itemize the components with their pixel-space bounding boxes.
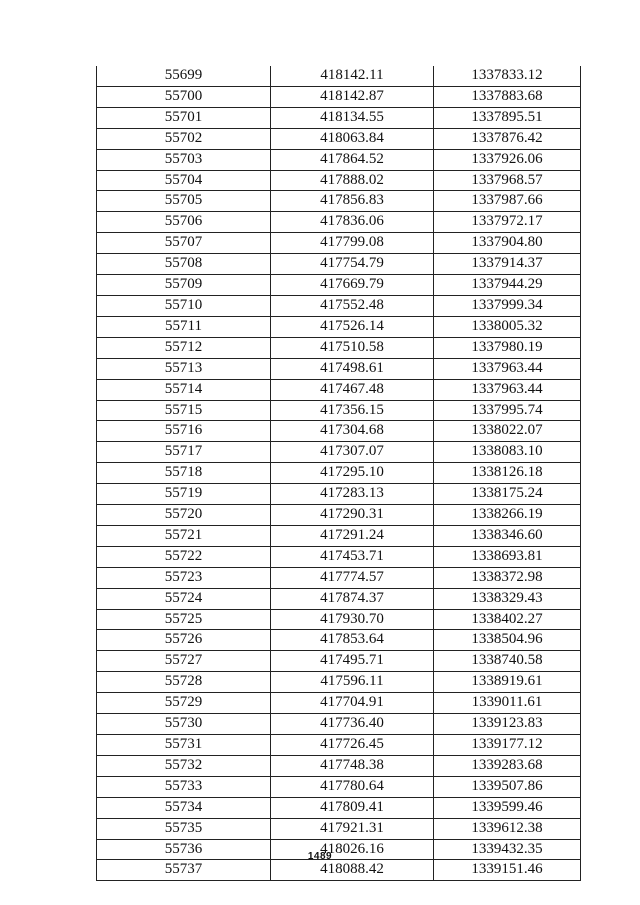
easting-cell: 417799.08 <box>271 233 434 254</box>
northing-cell: 1339612.38 <box>434 818 581 839</box>
point-id-cell: 55712 <box>97 337 271 358</box>
table-row <box>97 86 581 107</box>
point-id-cell: 55716 <box>97 421 271 442</box>
easting-cell: 417596.11 <box>271 672 434 693</box>
table-row <box>97 191 581 212</box>
table-row <box>97 212 581 233</box>
point-id-cell: 55724 <box>97 588 271 609</box>
easting-cell: 417754.79 <box>271 254 434 275</box>
northing-cell: 1339011.61 <box>434 693 581 714</box>
northing-cell: 1337904.80 <box>434 233 581 254</box>
point-id-cell: 55720 <box>97 505 271 526</box>
northing-cell: 1337876.42 <box>434 128 581 149</box>
northing-cell: 1337833.12 <box>434 66 581 86</box>
table-row <box>97 797 581 818</box>
northing-cell: 1338372.98 <box>434 567 581 588</box>
point-id-cell: 55728 <box>97 672 271 693</box>
point-id-cell: 55704 <box>97 170 271 191</box>
easting-cell: 417283.13 <box>271 484 434 505</box>
point-id-cell: 55736 <box>97 839 271 860</box>
table-row <box>97 400 581 421</box>
point-id-cell: 55722 <box>97 546 271 567</box>
table-row <box>97 546 581 567</box>
northing-cell: 1339599.46 <box>434 797 581 818</box>
easting-cell: 417774.57 <box>271 567 434 588</box>
point-id-cell: 55706 <box>97 212 271 233</box>
northing-cell: 1337963.44 <box>434 379 581 400</box>
table-row <box>97 463 581 484</box>
easting-cell: 417552.48 <box>271 295 434 316</box>
northing-cell: 1338126.18 <box>434 463 581 484</box>
easting-cell: 417307.07 <box>271 442 434 463</box>
table-row <box>97 170 581 191</box>
easting-cell: 417290.31 <box>271 505 434 526</box>
point-id-cell: 55723 <box>97 567 271 588</box>
coordinates-table-body <box>97 66 581 881</box>
northing-cell: 1337968.57 <box>434 170 581 191</box>
easting-cell: 417356.15 <box>271 400 434 421</box>
easting-cell: 417856.83 <box>271 191 434 212</box>
point-id-cell: 55702 <box>97 128 271 149</box>
point-id-cell: 55699 <box>97 66 271 86</box>
easting-cell: 418088.42 <box>271 860 434 881</box>
easting-cell: 418142.11 <box>271 66 434 86</box>
point-id-cell: 55714 <box>97 379 271 400</box>
point-id-cell: 55711 <box>97 316 271 337</box>
easting-cell: 417888.02 <box>271 170 434 191</box>
northing-cell: 1339123.83 <box>434 714 581 735</box>
table-row <box>97 860 581 881</box>
easting-cell: 418026.16 <box>271 839 434 860</box>
northing-cell: 1338402.27 <box>434 609 581 630</box>
table-row <box>97 505 581 526</box>
point-id-cell: 55707 <box>97 233 271 254</box>
northing-cell: 1338329.43 <box>434 588 581 609</box>
easting-cell: 417510.58 <box>271 337 434 358</box>
northing-cell: 1339432.35 <box>434 839 581 860</box>
easting-cell: 417874.37 <box>271 588 434 609</box>
northing-cell: 1337926.06 <box>434 149 581 170</box>
easting-cell: 418142.87 <box>271 86 434 107</box>
northing-cell: 1337944.29 <box>434 275 581 296</box>
table-row <box>97 379 581 400</box>
table-row <box>97 630 581 651</box>
point-id-cell: 55708 <box>97 254 271 275</box>
northing-cell: 1339507.86 <box>434 776 581 797</box>
northing-cell: 1339151.46 <box>434 860 581 881</box>
table-row <box>97 672 581 693</box>
point-id-cell: 55709 <box>97 275 271 296</box>
easting-cell: 417495.71 <box>271 651 434 672</box>
point-id-cell: 55735 <box>97 818 271 839</box>
point-id-cell: 55710 <box>97 295 271 316</box>
table-row <box>97 735 581 756</box>
northing-cell: 1338005.32 <box>434 316 581 337</box>
northing-cell: 1337972.17 <box>434 212 581 233</box>
northing-cell: 1337883.68 <box>434 86 581 107</box>
point-id-cell: 55737 <box>97 860 271 881</box>
point-id-cell: 55733 <box>97 776 271 797</box>
northing-cell: 1337987.66 <box>434 191 581 212</box>
table-row <box>97 337 581 358</box>
table-row <box>97 421 581 442</box>
point-id-cell: 55727 <box>97 651 271 672</box>
table-row <box>97 755 581 776</box>
easting-cell: 417736.40 <box>271 714 434 735</box>
point-id-cell: 55719 <box>97 484 271 505</box>
table-row <box>97 714 581 735</box>
table-row <box>97 275 581 296</box>
easting-cell: 417809.41 <box>271 797 434 818</box>
easting-cell: 417836.06 <box>271 212 434 233</box>
easting-cell: 417498.61 <box>271 358 434 379</box>
point-id-cell: 55718 <box>97 463 271 484</box>
table-row <box>97 316 581 337</box>
easting-cell: 417669.79 <box>271 275 434 296</box>
northing-cell: 1338693.81 <box>434 546 581 567</box>
northing-cell: 1338083.10 <box>434 442 581 463</box>
table-row <box>97 128 581 149</box>
easting-cell: 417853.64 <box>271 630 434 651</box>
easting-cell: 417864.52 <box>271 149 434 170</box>
easting-cell: 418063.84 <box>271 128 434 149</box>
northing-cell: 1338022.07 <box>434 421 581 442</box>
table-row <box>97 776 581 797</box>
easting-cell: 418134.55 <box>271 107 434 128</box>
northing-cell: 1337895.51 <box>434 107 581 128</box>
table-row <box>97 442 581 463</box>
easting-cell: 417467.48 <box>271 379 434 400</box>
point-id-cell: 55713 <box>97 358 271 379</box>
point-id-cell: 55726 <box>97 630 271 651</box>
easting-cell: 417704.91 <box>271 693 434 714</box>
table-row <box>97 149 581 170</box>
point-id-cell: 55717 <box>97 442 271 463</box>
point-id-cell: 55734 <box>97 797 271 818</box>
point-id-cell: 55721 <box>97 525 271 546</box>
northing-cell: 1337999.34 <box>434 295 581 316</box>
easting-cell: 417921.31 <box>271 818 434 839</box>
table-row <box>97 609 581 630</box>
northing-cell: 1337995.74 <box>434 400 581 421</box>
northing-cell: 1338919.61 <box>434 672 581 693</box>
table-row <box>97 107 581 128</box>
table-row <box>97 484 581 505</box>
northing-cell: 1338266.19 <box>434 505 581 526</box>
northing-cell: 1338740.58 <box>434 651 581 672</box>
easting-cell: 417726.45 <box>271 735 434 756</box>
point-id-cell: 55701 <box>97 107 271 128</box>
northing-cell: 1337980.19 <box>434 337 581 358</box>
easting-cell: 417780.64 <box>271 776 434 797</box>
table-row <box>97 295 581 316</box>
easting-cell: 417930.70 <box>271 609 434 630</box>
table-row <box>97 66 581 86</box>
easting-cell: 417295.10 <box>271 463 434 484</box>
table-row <box>97 233 581 254</box>
northing-cell: 1338175.24 <box>434 484 581 505</box>
northing-cell: 1339177.12 <box>434 735 581 756</box>
point-id-cell: 55730 <box>97 714 271 735</box>
northing-cell: 1339283.68 <box>434 755 581 776</box>
table-row <box>97 693 581 714</box>
page-number: 1489 <box>307 851 333 862</box>
easting-cell: 417453.71 <box>271 546 434 567</box>
table-row <box>97 588 581 609</box>
northing-cell: 1338504.96 <box>434 630 581 651</box>
point-id-cell: 55705 <box>97 191 271 212</box>
table-row <box>97 358 581 379</box>
point-id-cell: 55715 <box>97 400 271 421</box>
point-id-cell: 55725 <box>97 609 271 630</box>
northing-cell: 1337914.37 <box>434 254 581 275</box>
easting-cell: 417748.38 <box>271 755 434 776</box>
table-row <box>97 651 581 672</box>
coordinates-table <box>96 66 581 881</box>
point-id-cell: 55700 <box>97 86 271 107</box>
northing-cell: 1338346.60 <box>434 525 581 546</box>
point-id-cell: 55729 <box>97 693 271 714</box>
table-row <box>97 525 581 546</box>
point-id-cell: 55703 <box>97 149 271 170</box>
table-row <box>97 818 581 839</box>
easting-cell: 417304.68 <box>271 421 434 442</box>
point-id-cell: 55732 <box>97 755 271 776</box>
point-id-cell: 55731 <box>97 735 271 756</box>
easting-cell: 417291.24 <box>271 525 434 546</box>
table-row <box>97 567 581 588</box>
table-row <box>97 254 581 275</box>
easting-cell: 417526.14 <box>271 316 434 337</box>
northing-cell: 1337963.44 <box>434 358 581 379</box>
